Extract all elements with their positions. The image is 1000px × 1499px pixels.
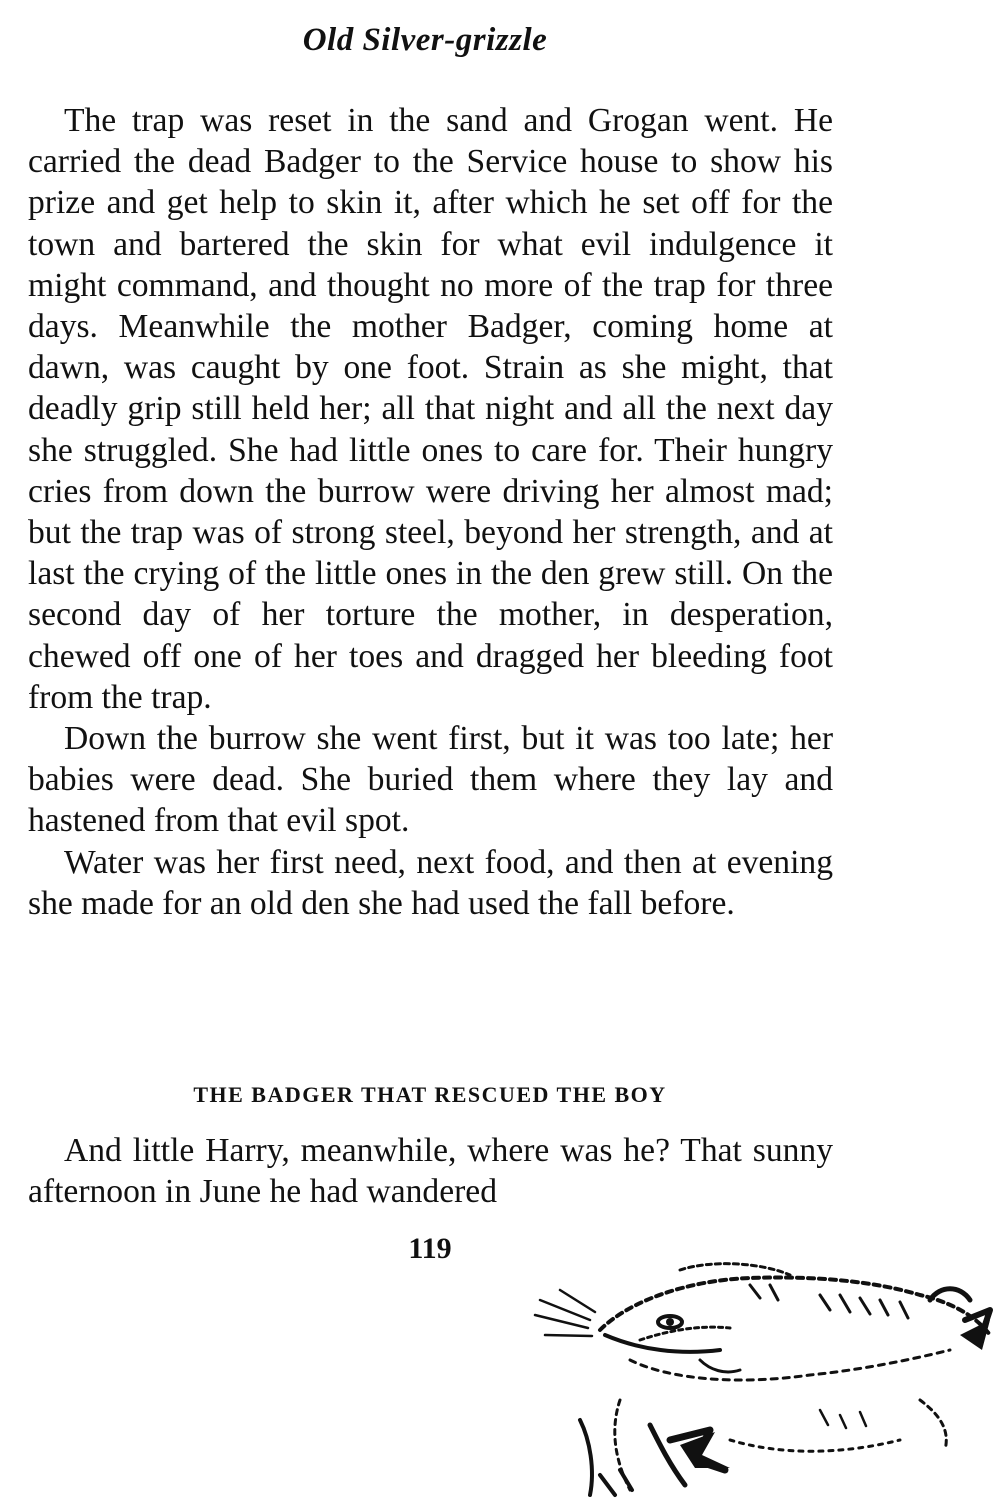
page-number: 119: [408, 1232, 452, 1265]
section-heading: THE BADGER THAT RESCUED THE BOY: [193, 1082, 667, 1107]
badger-sketch-icon: [520, 1240, 1000, 1499]
paragraph: Water was her first need, next food, and then at evening she made for an old den she had used the fall before.: [28, 843, 833, 922]
running-head: Old Silver-grizzle: [302, 22, 548, 58]
paragraph: The trap was reset in the sand and Grogan went. He carried the dead Badger to the Service house to show his prize and get help to skin it, after which he set off for the town and bartered the skin for what evil indulgence it might command, and thought no more of the trap for three days. Meanwhile the mother Badger, coming home at dawn, was caught by one foot. Strain as she might, that deadly grip still held her; all that night and all the next day she struggled. She had little ones to care for. Their hungry cries from down the burrow were driving her almost mad; but the trap was of strong steel, beyond her strength, and at last the crying of the little ones in the den grew still. On the second day of her torture the mother, in desperation, chewed off one of her toes and dragged her bleeding foot from the trap.: [28, 102, 833, 716]
paragraph: Down the burrow she went first, but it was too late; her babies were dead. She buried them where they lay and hastened from that evil spot.: [28, 720, 833, 840]
body-text: [28, 100, 833, 924]
section-body-text: [28, 1130, 833, 1212]
paragraph: And little Harry, meanwhile, where was he? That sunny afternoon in June he had wandered: [28, 1132, 833, 1211]
